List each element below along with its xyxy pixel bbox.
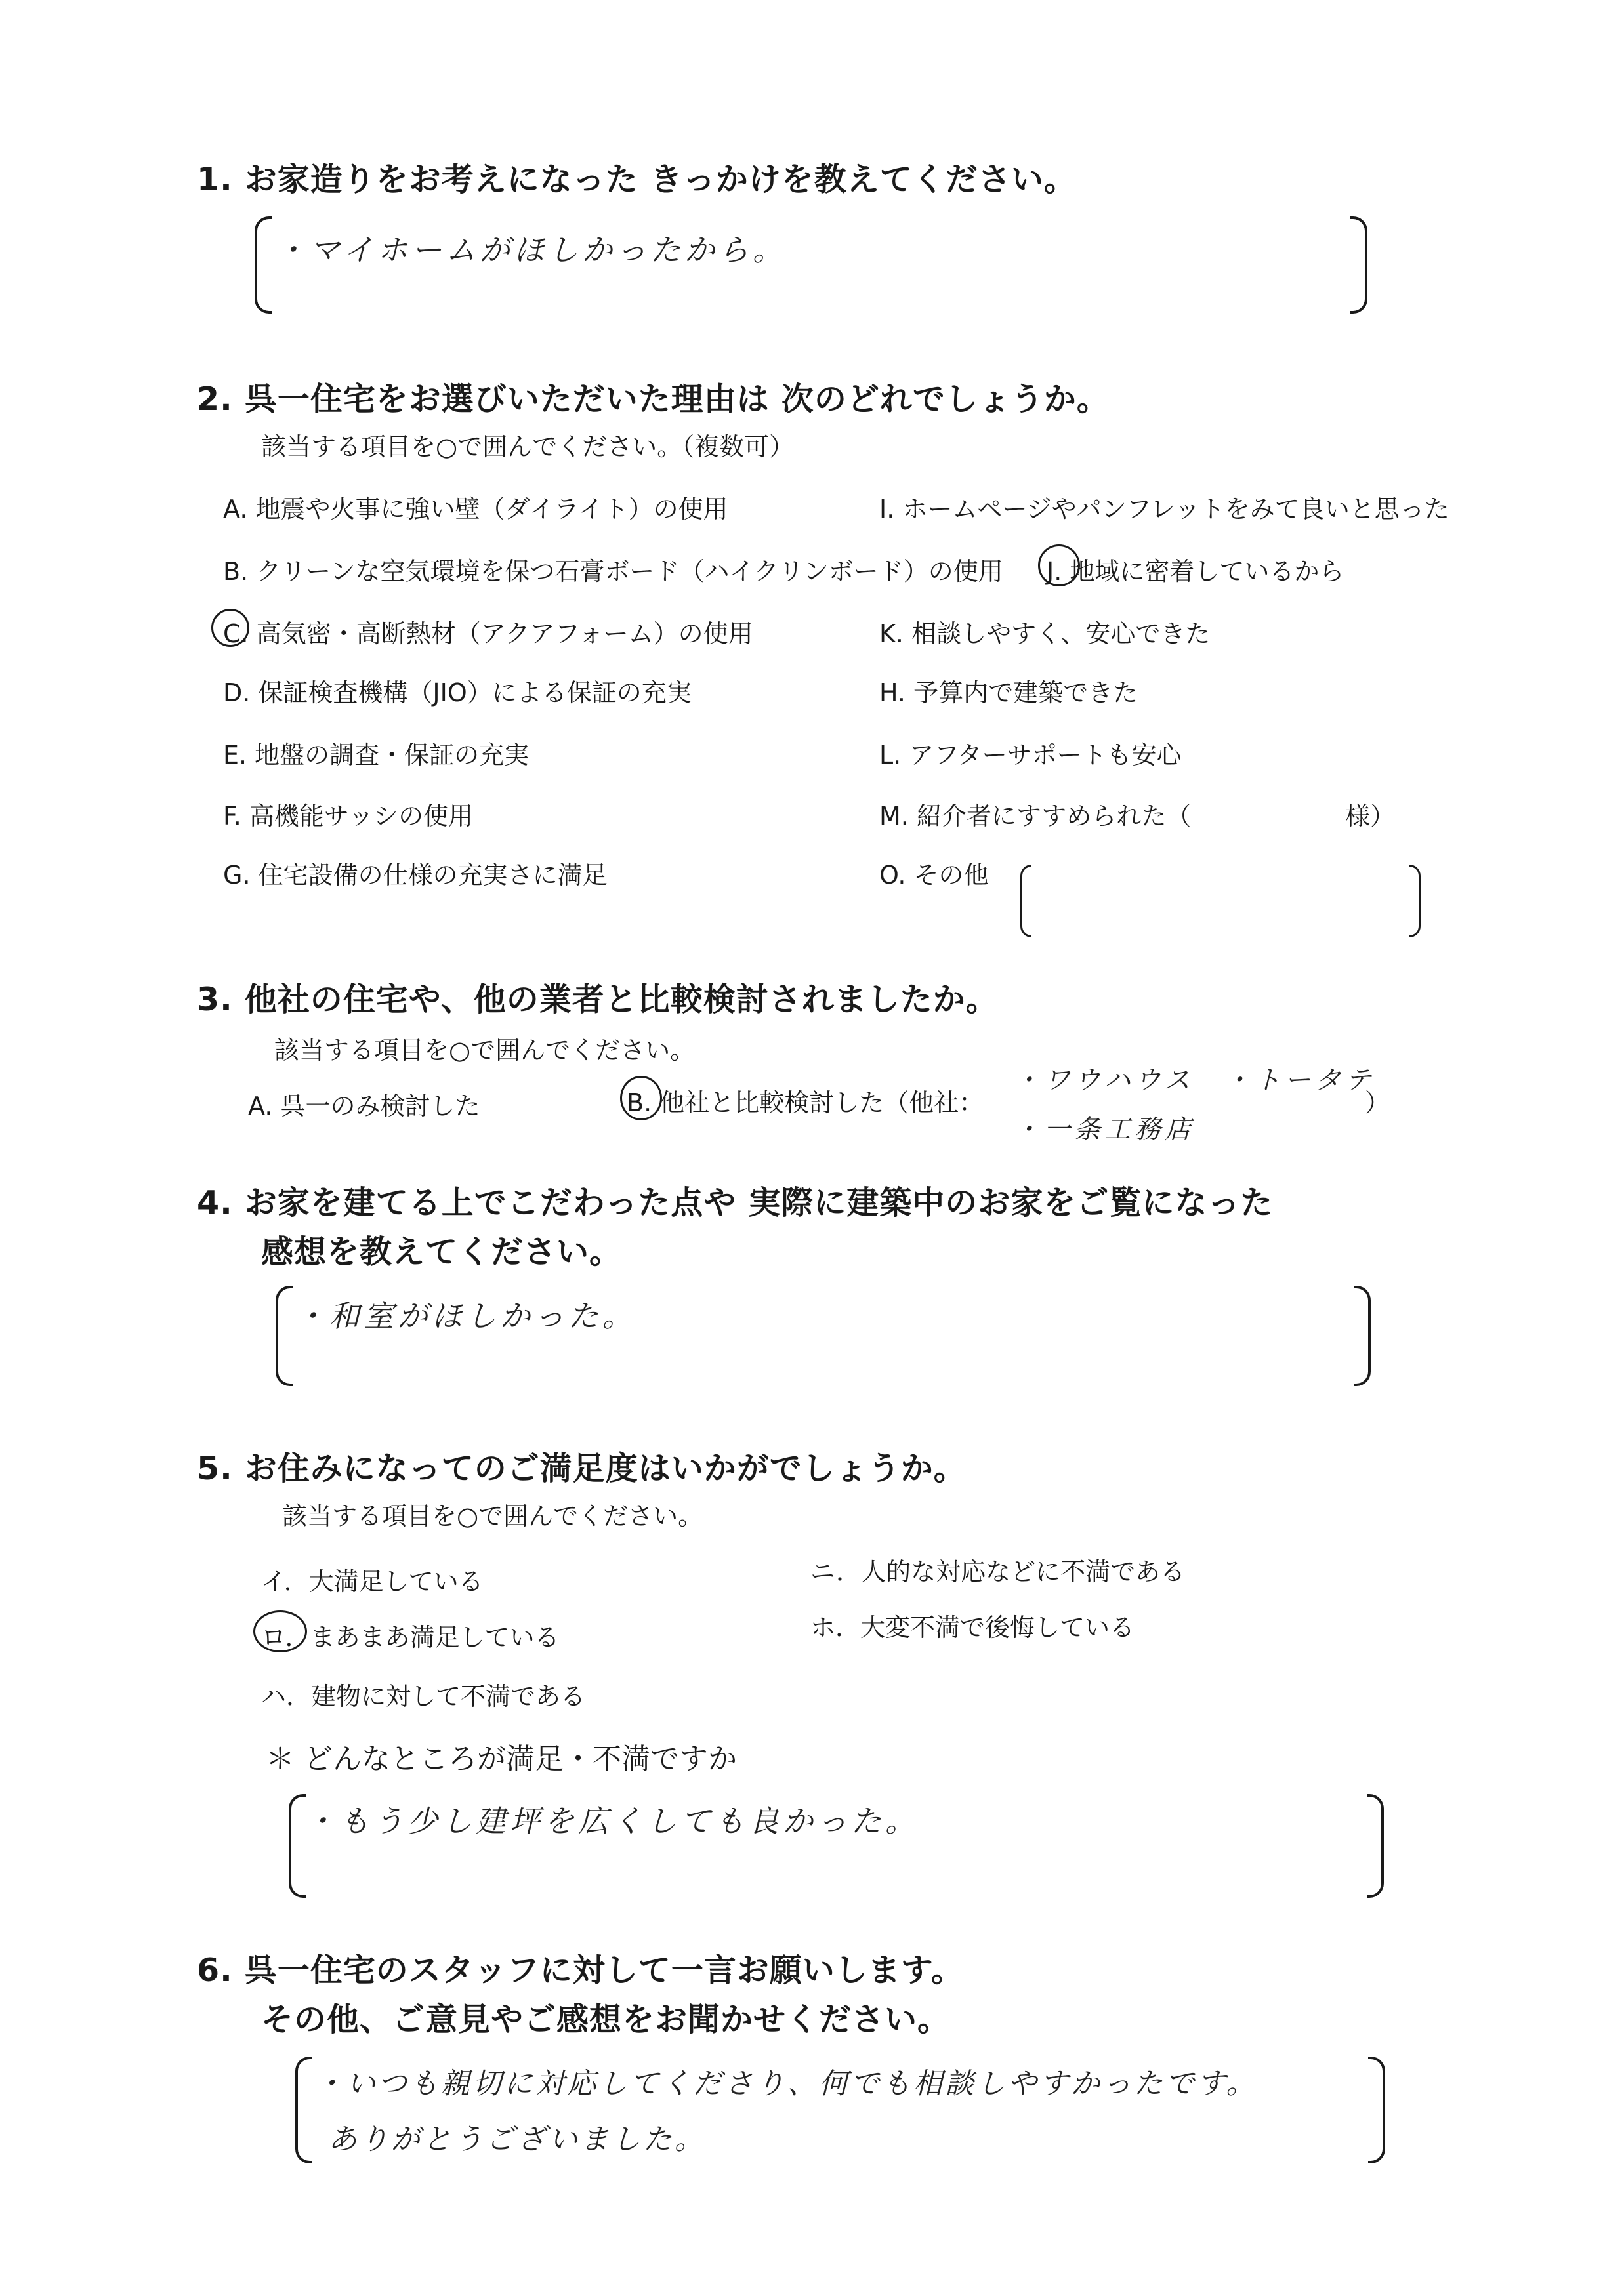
q5-option-ha[interactable]: ハ．建物に対して不満である — [261, 1682, 586, 1711]
q3-option-b-close: ） — [1365, 1088, 1390, 1117]
q4-bracket-left — [276, 1286, 293, 1386]
q1-answer: ・マイホームがほしかったから。 — [276, 232, 787, 268]
q5-title: 5. お住みになってのご満足度はいかがでしょうか。 — [197, 1450, 967, 1487]
q2-option-k[interactable]: K. 相談しやすく、安心できた — [879, 619, 1211, 648]
q3-title: 3. 他社の住宅や、他の業者と比較検討されましたか。 — [197, 981, 999, 1018]
q5-bracket-left — [289, 1794, 306, 1898]
q1-bracket-left — [255, 216, 272, 314]
q2-option-c[interactable]: C. 高気密・高断熱材（アクアフォーム）の使用 — [223, 619, 753, 648]
q3-handwritten-line1: ・ワウハウス ・トータテ — [1014, 1065, 1375, 1096]
q5-option-ho[interactable]: ホ．大変不満で後悔している — [810, 1613, 1135, 1642]
q3-option-a[interactable]: A. 呉一のみ検討した — [248, 1092, 480, 1120]
q6-answer-line2: ありがとうございました。 — [328, 2123, 706, 2156]
q5-sub-question: ＊ どんなところが満足・不満ですか — [266, 1742, 737, 1776]
q3-option-b[interactable]: B. 他社と比較検討した（他社： — [627, 1088, 984, 1117]
q2-option-j[interactable]: J. 地域に密着しているから — [1047, 557, 1344, 586]
q2-option-a[interactable]: A. 地震や火事に強い壁（ダイライト）の使用 — [223, 495, 728, 523]
q2-instruction: 該当する項目を○で囲んでください。（複数可） — [261, 432, 795, 461]
q2-option-o[interactable]: O. その他 — [879, 861, 989, 890]
q4-title-line2: 感想を教えてください。 — [261, 1233, 623, 1271]
q2-option-d[interactable]: D. 保証検査機構（JIO）による保証の充実 — [223, 678, 692, 707]
q2-option-b[interactable]: B. クリーンな空気環境を保つ石膏ボード（ハイクリンボード）の使用 — [223, 557, 1003, 586]
q1-title: 1. お家造りをお考えになった きっかけを教えてください。 — [197, 161, 1077, 198]
q6-title-line1: 6. 呉一住宅のスタッフに対して一言お願いします。 — [197, 1952, 964, 1989]
q6-bracket-left — [295, 2057, 312, 2163]
q2-title: 2. 呉一住宅をお選びいただいた理由は 次のどれでしょうか。 — [197, 380, 1110, 418]
q2-option-i[interactable]: I. ホームページやパンフレットをみて良いと思った — [879, 495, 1449, 523]
q5-option-ni[interactable]: ニ．人的な対応などに不満である — [810, 1557, 1186, 1586]
q2-option-l[interactable]: L. アフターサポートも安心 — [879, 741, 1182, 769]
q5-bracket-right — [1367, 1794, 1384, 1898]
q2-option-h[interactable]: H. 予算内で建築できた — [879, 678, 1138, 707]
q2-option-m[interactable]: M. 紹介者にすすめられた（ — [879, 802, 1192, 830]
q1-bracket-right — [1350, 216, 1367, 314]
q2-other-bracket-left — [1020, 865, 1031, 937]
q5-instruction: 該当する項目を○で囲んでください。 — [282, 1502, 703, 1530]
q4-title-line1: 4. お家を建てる上でこだわった点や 実際に建築中のお家をご覧になった — [197, 1184, 1274, 1221]
q6-answer-line1: ・いつも親切に対応してくださり、何でも相談しやすかったです。 — [315, 2067, 1258, 2101]
q2-option-f[interactable]: F. 高機能サッシの使用 — [223, 802, 474, 830]
q3-handwritten-line2: ・一条工務店 — [1014, 1115, 1195, 1145]
q2-option-g[interactable]: G. 住宅設備の仕様の充実さに満足 — [223, 861, 608, 890]
q6-title-line2: その他、ご意見やご感想をお聞かせください。 — [261, 2001, 951, 2038]
q2-option-e[interactable]: E. 地盤の調査・保証の充実 — [223, 741, 530, 769]
q2-other-bracket-right — [1409, 865, 1421, 937]
q3-instruction: 該当する項目を○で囲んでください。 — [274, 1036, 696, 1065]
q5-answer: ・もう少し建坪を広くしても良かった。 — [305, 1803, 919, 1839]
q2-option-m-suffix: 様） — [1345, 802, 1396, 830]
q5-option-ro[interactable]: ロ．まあまあ満足している — [261, 1623, 560, 1652]
q6-bracket-right — [1368, 2057, 1385, 2163]
q4-answer: ・和室がほしかった。 — [295, 1298, 636, 1334]
q4-bracket-right — [1354, 1286, 1371, 1386]
q5-option-i[interactable]: イ．大満足している — [261, 1567, 484, 1596]
